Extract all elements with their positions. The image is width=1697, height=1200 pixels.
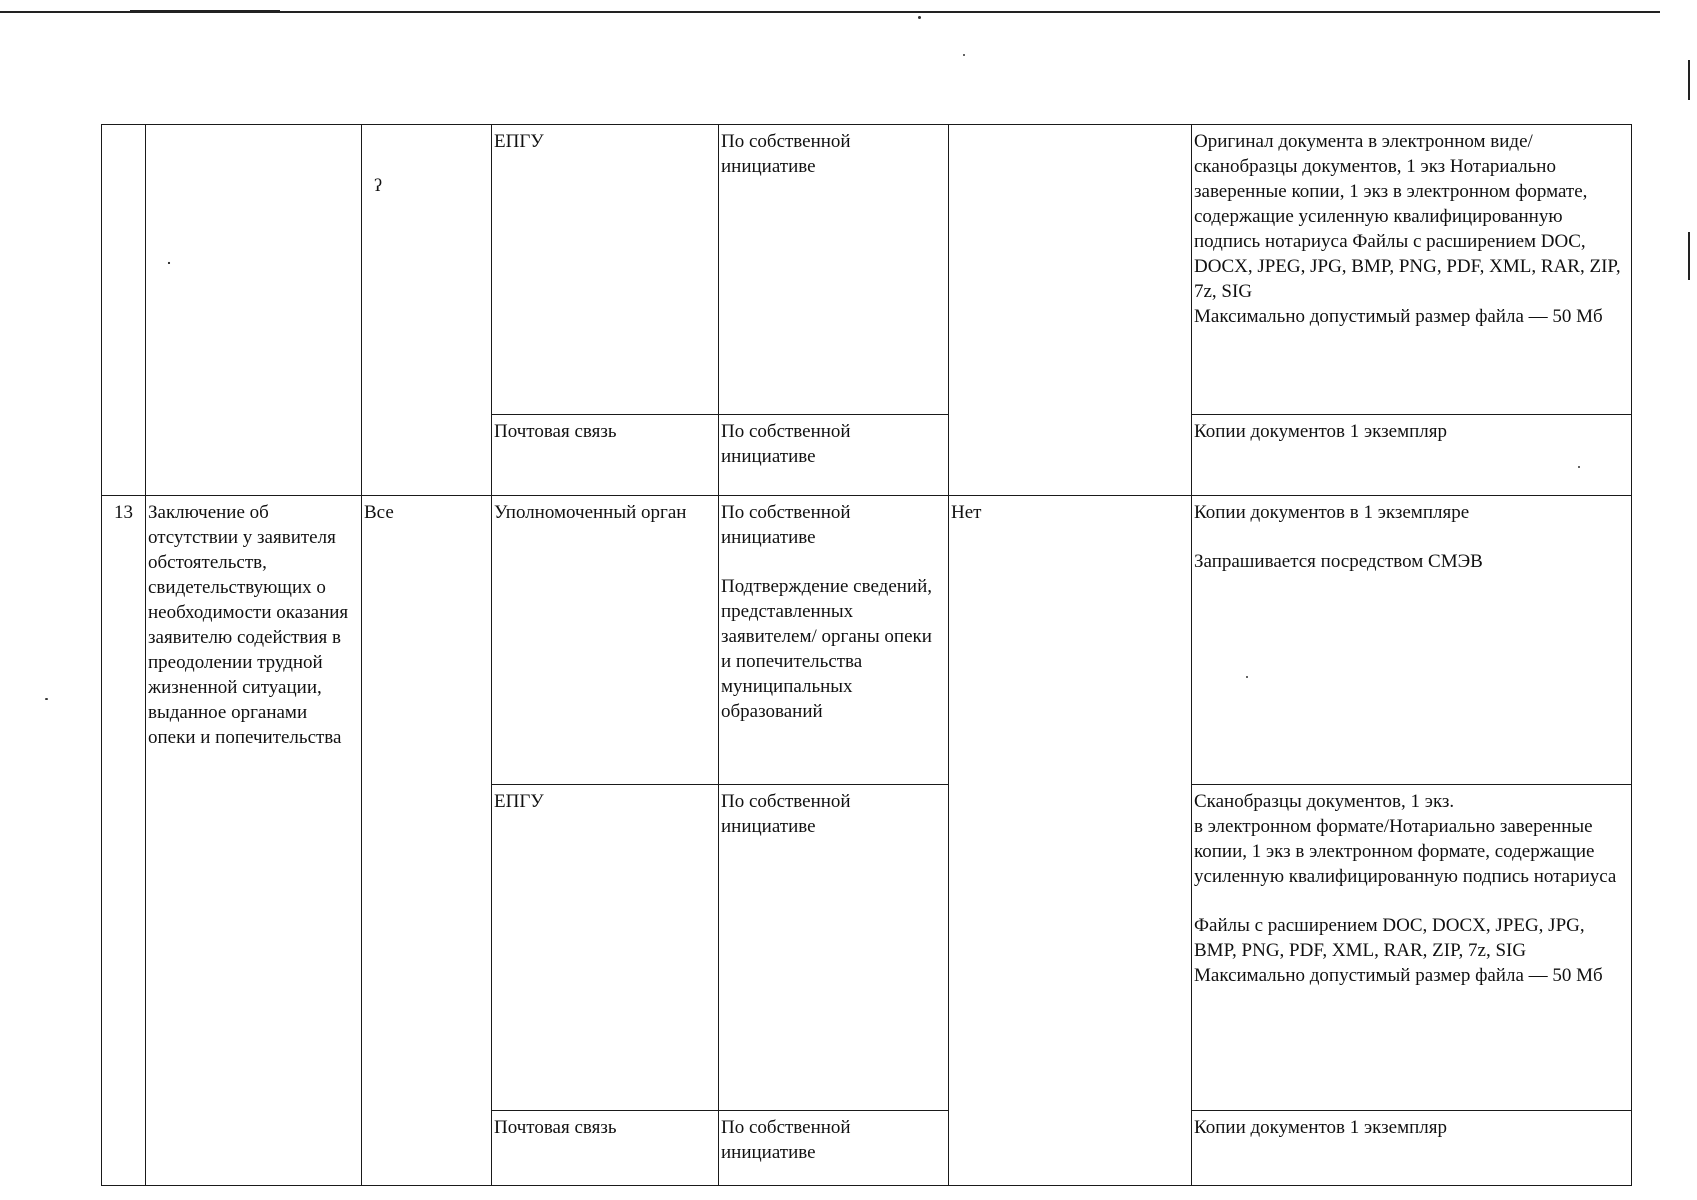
row-number-cell [102, 125, 146, 496]
requirements-cell [1192, 496, 1632, 785]
interdepartmental-cell: Нет [949, 496, 1192, 1186]
requirements-cell [1192, 785, 1632, 1111]
table-row [102, 125, 1632, 415]
scan-speck [963, 54, 965, 56]
spacer [721, 550, 946, 574]
channel-cell: ЕПГУ [492, 125, 719, 415]
document-name-cell [146, 125, 362, 496]
table-row [102, 496, 1632, 785]
scan-right-edge-mark [1688, 60, 1690, 100]
scan-speck [918, 16, 921, 19]
scan-right-edge-mark [1688, 232, 1690, 280]
max-file-size-text: Максимально допустимый размер файла — 50 Мб [1194, 965, 1603, 986]
requirements-cell: Копии документов 1 экземпляр [1192, 1111, 1632, 1186]
scan-speck [45, 698, 48, 700]
interdepartmental-cell [949, 125, 1192, 496]
category-cell: Все [362, 496, 492, 1186]
spacer [1194, 525, 1629, 549]
channel-cell: Почтовая связь [492, 1111, 719, 1186]
basis-cell: По собственной инициативе [719, 785, 949, 1111]
channel-cell: Уполномоченный орган [492, 496, 719, 785]
basis-note: Подтверждение сведений, представленных заявителем/ органы опеки и попечительства муниципальных образований [721, 576, 933, 722]
documents-table [101, 124, 1632, 1186]
category-cell [362, 125, 492, 496]
requirements-text: Оригинал документа в электронном виде/ сканобразцы документов, 1 экз Нотариально заверенные копии, 1 экз в электронном формате, содержащие усиленную квалифицированную подпись нотариуса Файлы с расширением DOC, DOCX, JPEG, JPG, BMP, PNG, PDF, XML, RAR, ZIP, 7z, SIG [1194, 131, 1621, 302]
document-name-cell: Заключение об отсутствии у заявителя обстоятельств, свидетельствующих о необходимости оказания заявителю содействия в преодолении трудной жизненной ситуации, выданное органами опеки и попечительства [146, 496, 362, 1186]
scan-handwritten-mark: ʔ [374, 175, 382, 195]
basis-text: По собственной инициативе [721, 502, 851, 548]
row-number-cell: 13 [102, 496, 146, 1186]
requirements-text: Сканобразцы документов, 1 экз. [1194, 791, 1455, 812]
requirements-note: Запрашивается посредством СМЭВ [1194, 551, 1483, 572]
scan-dot-mark: · [166, 253, 172, 273]
requirements-cell: Копии документов 1 экземпляр [1192, 415, 1632, 496]
basis-cell: По собственной инициативе [719, 125, 949, 415]
max-file-size-text: Максимально допустимый размер файла — 50 Мб [1194, 306, 1603, 327]
file-extensions-text: Файлы с расширением DOC, DOCX, JPEG, JPG, BMP, PNG, PDF, XML, RAR, ZIP, 7z, SIG [1194, 915, 1585, 961]
requirements-text: в электронном формате/Нотариально заверенные копии, 1 экз в электронном формате, содержащие усиленную квалифицированную подпись нотариуса [1194, 816, 1617, 887]
requirements-text: Копии документов в 1 экземпляре [1194, 502, 1470, 523]
spacer [1194, 889, 1629, 913]
channel-cell: ЕПГУ [492, 785, 719, 1111]
basis-cell: По собственной инициативе [719, 1111, 949, 1186]
channel-cell: Почтовая связь [492, 415, 719, 496]
scan-top-line-thick [130, 10, 280, 13]
basis-cell [719, 496, 949, 785]
requirements-cell [1192, 125, 1632, 415]
basis-cell: По собственной инициативе [719, 415, 949, 496]
